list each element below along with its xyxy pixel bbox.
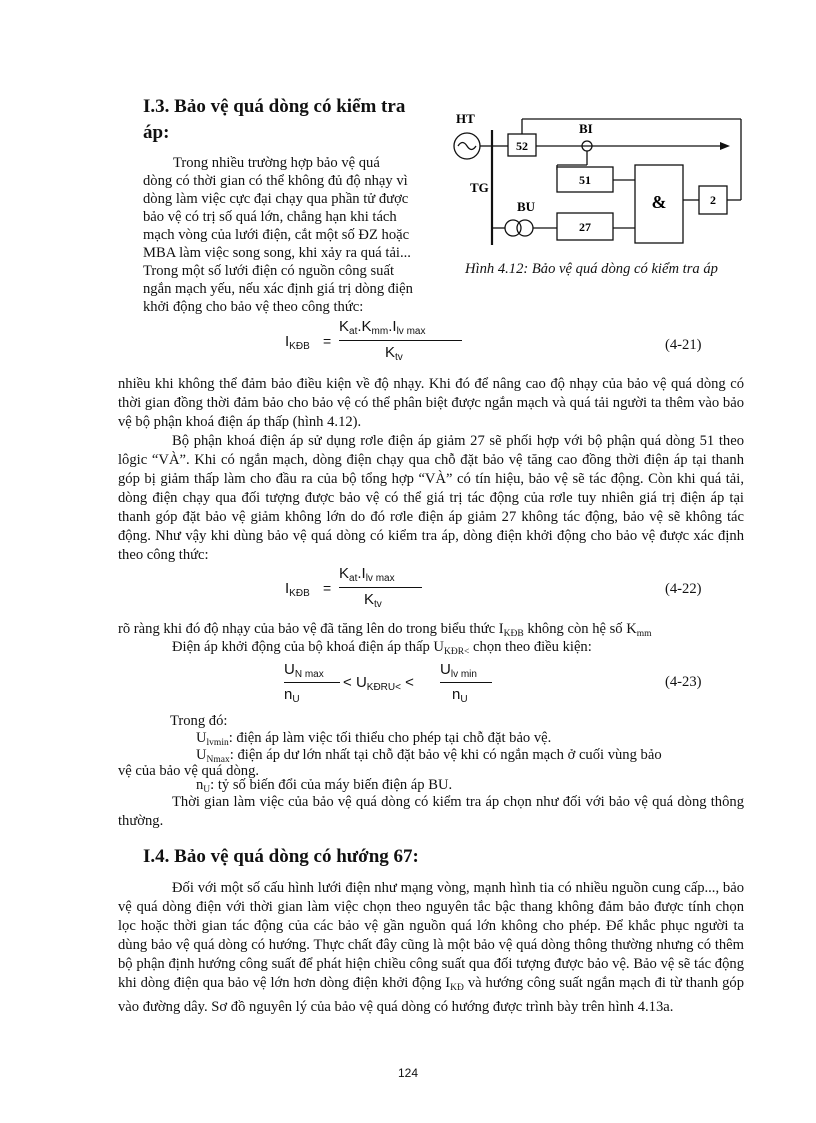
intro-line: mạch vòng của lưới điện, cắt một số ĐZ hoặc [143, 227, 410, 243]
protection-circuit-diagram [445, 110, 755, 260]
label-and: & [651, 192, 667, 212]
label-ht: HT [456, 111, 475, 126]
eq21-lhs: $I_{KĐB}$ [285, 333, 310, 352]
label-bu: BU [517, 199, 536, 214]
eq23-middle: < $U_{KĐRU<}$ < [343, 674, 414, 693]
intro-line: bảo vệ có trị số quá lớn, chẳng hạn khi tách [143, 209, 397, 225]
label-27: 27 [579, 220, 591, 234]
intro-line: Trong nhiều trường hợp bảo vệ quá [173, 155, 380, 171]
paragraph-sensitivity: nhiều khi không thể đảm bảo điều kiện về độ nhạy. Khi đó để nâng cao độ nhạy của bảo vệ quá dòng có thời gian đồng thời đảm bảo cho bảo vệ có thể phân biệt được ngắn mạch và quá tải người ta thêm vào bảo vệ bộ phận khoá điện áp thấp (hình 4.12). [118, 376, 744, 430]
paragraph-directional: Đối với một số cấu hình lưới điện như mạng vòng, mạnh hình tia có nhiều nguồn cung cấp..., bảo vệ quá dòng điện với thời gian làm việc chọn theo nguyên tắc bậc thang không đảm bảo được tính chọn lọc hoặc thời gian tác động của các bảo vệ gần nguồn quá lớn không cho phép. Để khắc phục người ta dùng bảo vệ quá dòng có hướng. Thực chất đây cũng là một bảo vệ quá dòng thông thường nhưng có thêm bộ phận định hướng công suất để phát hiện chiều công suất qua đối tượng được bảo vệ. Bảo vệ sẽ tác động khi dòng điện qua bảo vệ lớn hơn dòng điện khởi động $I_{KĐ}$ và hướng công suất ngắn mạch đi từ thanh góp vào đường dây. Sơ đồ nguyên lý của bảo vệ quá dòng có hướng được trình bày trên hình 4.13a. [118, 880, 744, 1015]
section-heading-1-4: I.4. Bảo vệ quá dòng có hướng 67: [143, 846, 419, 867]
eq21-numerator: $K_{at}.K_{mm}.I_{lv max}$ [339, 318, 426, 337]
pickup-voltage-statement: Điện áp khởi động của bộ khoá điện áp thấp $U_{KĐR<}$ chọn theo điều kiện: [172, 639, 592, 657]
where-ulvmin: $U_{lvmin}$: điện áp làm việc tối thiểu cho phép tại chỗ đặt bảo vệ. [196, 730, 552, 748]
where-unmax-continuation: vệ của bảo vệ quá dòng. [118, 763, 260, 779]
figure-caption: Hình 4.12: Bảo vệ quá dòng có kiểm tra áp [465, 261, 718, 277]
intro-line: ngắn mạch yếu, nếu xác định giá trị dòng điện [143, 281, 413, 297]
label-tg: TG [470, 180, 489, 195]
paragraph-voltage-lock: Bộ phận khoá điện áp sử dụng rơle điện áp giảm 27 sẽ phối hợp với bộ phận quá dòng 51 theo lôgic “VÀ”. Khi có ngắn mạch, dòng điện chạy qua chỗ đặt bảo vệ tăng cao đồng thời điện áp tại thanh góp bị giảm thấp làm cho đầu ra của bộ tổng hợp “VÀ” có tín hiệu, bảo vệ sẽ tác động. Còn khi quá tải, dòng điện chạy qua đối tượng được bảo vệ có thể giá trị tác động của rơle tuy nhiên giá trị điện áp tại thanh góp đặt bảo vệ giảm không lớn do đó rơle điện áp giảm 27 không tác động, bảo vệ sẽ không tác động. Như vậy khi dùng bảo vệ quá dòng có kiểm tra áp, dòng điện khởi động cho bảo vệ được xác định theo công thức: [118, 433, 744, 563]
eq22-denominator: $K_{tv}$ [364, 591, 382, 610]
label-52: 52 [516, 139, 528, 153]
intro-line: dòng làm việc cực đại chạy qua phần tử được [143, 191, 409, 207]
eq21-number: (4-21) [665, 337, 702, 353]
eq23-right-fraction-bar [440, 682, 492, 683]
eq22-fraction-bar [339, 587, 422, 588]
eq21-equals: = [323, 333, 332, 349]
section-heading-line2: áp: [143, 122, 170, 143]
paragraph-operating-time: Thời gian làm việc của bảo vệ quá dòng có kiểm tra áp chọn như đối với bảo vệ quá dòng thông thường. [118, 794, 744, 829]
eq23-right-numerator: $U_{lv min}$ [440, 661, 477, 680]
eq21-denominator: $K_{tv}$ [385, 344, 403, 363]
sensitivity-statement: rõ ràng khi đó độ nhạy của bảo vệ đã tăng lên do trong biểu thức $I_{KĐB}$ không còn hệ số $K_{mm}$ [118, 621, 652, 639]
intro-line: MBA làm việc song song, khi xảy ra quá tải... [143, 245, 411, 261]
eq23-right-denominator: $n_U$ [452, 686, 468, 705]
line-arrow-icon [720, 142, 730, 150]
label-2: 2 [710, 193, 716, 207]
eq22-equals: = [323, 580, 332, 596]
where-unmax: $U_{Nmax}$: điện áp dư lớn nhất tại chỗ đặt bảo vệ khi có ngắn mạch ở cuối vùng bảo [196, 747, 662, 765]
eq22-numerator: $K_{at}.I_{lv max}$ [339, 565, 395, 584]
section-heading-line1: I.3. Bảo vệ quá dòng có kiểm tra [143, 96, 406, 117]
ac-wave-icon [458, 143, 476, 150]
where-nu: $n_U$: tỷ số biến đổi của máy biến điện áp BU. [196, 777, 453, 795]
label-51: 51 [579, 173, 591, 187]
eq21-fraction-bar [339, 340, 462, 341]
eq22-lhs: $I_{KĐB}$ [285, 580, 310, 599]
intro-line: Trong một số lưới điện có nguồn công suất [143, 263, 395, 279]
label-bi: BI [579, 121, 593, 136]
eq22-number: (4-22) [665, 581, 702, 597]
eq23-left-denominator: $n_U$ [284, 686, 300, 705]
eq23-left-fraction-bar [284, 682, 340, 683]
intro-line: dòng có thời gian có thể không đủ độ nhạy vì [143, 173, 408, 189]
page-number: 124 [397, 1066, 419, 1080]
eq23-number: (4-23) [665, 674, 702, 690]
section-heading-1-3 [143, 96, 405, 144]
eq23-left-numerator: $U_{N max}$ [284, 661, 324, 680]
where-title: Trong đó: [170, 713, 228, 729]
intro-line: khởi động cho bảo vệ theo công thức: [143, 299, 364, 315]
